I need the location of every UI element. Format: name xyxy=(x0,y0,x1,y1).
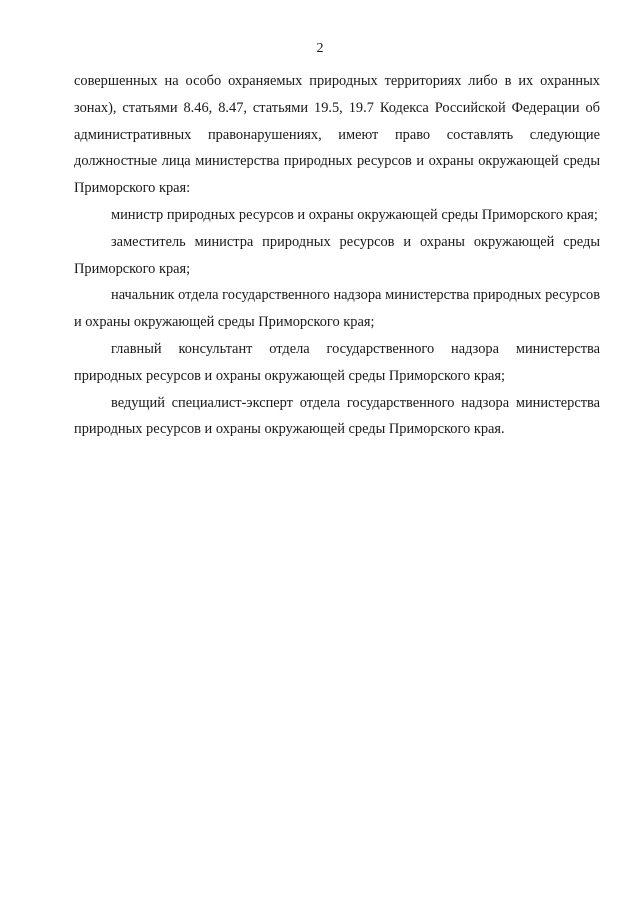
paragraph-leading-specialist: ведущий специалист-эксперт отдела государственного надзора министерства природных ресурсов и охраны окружающей среды Приморского края. xyxy=(74,394,600,438)
paragraph-minister: министр природных ресурсов и охраны окружающей среды Приморского края; xyxy=(111,206,598,223)
paragraph-deputy-minister: заместитель министра природных ресурсов и охраны окружающей среды Приморского края; xyxy=(74,233,600,277)
document-body xyxy=(74,68,600,443)
paragraph-department-head: начальник отдела государственного надзора министерства природных ресурсов и охраны окружающей среды Приморского края; xyxy=(74,287,600,331)
paragraph-continuation: совершенных на особо охраняемых природных территориях либо в их охранных зонах), статьями 8.46, 8.47, статьями 19.5, 19.7 Кодекса Российской Федерации об административных правонарушениях, имеют право составлять следующие должностные лица министерства природных ресурсов и охраны окружающей среды Приморского края: xyxy=(74,73,600,197)
paragraph-chief-consultant: главный консультант отдела государственного надзора министерства природных ресурсов и охраны окружающей среды Приморского края; xyxy=(74,340,600,384)
page-number: 2 xyxy=(316,41,324,56)
